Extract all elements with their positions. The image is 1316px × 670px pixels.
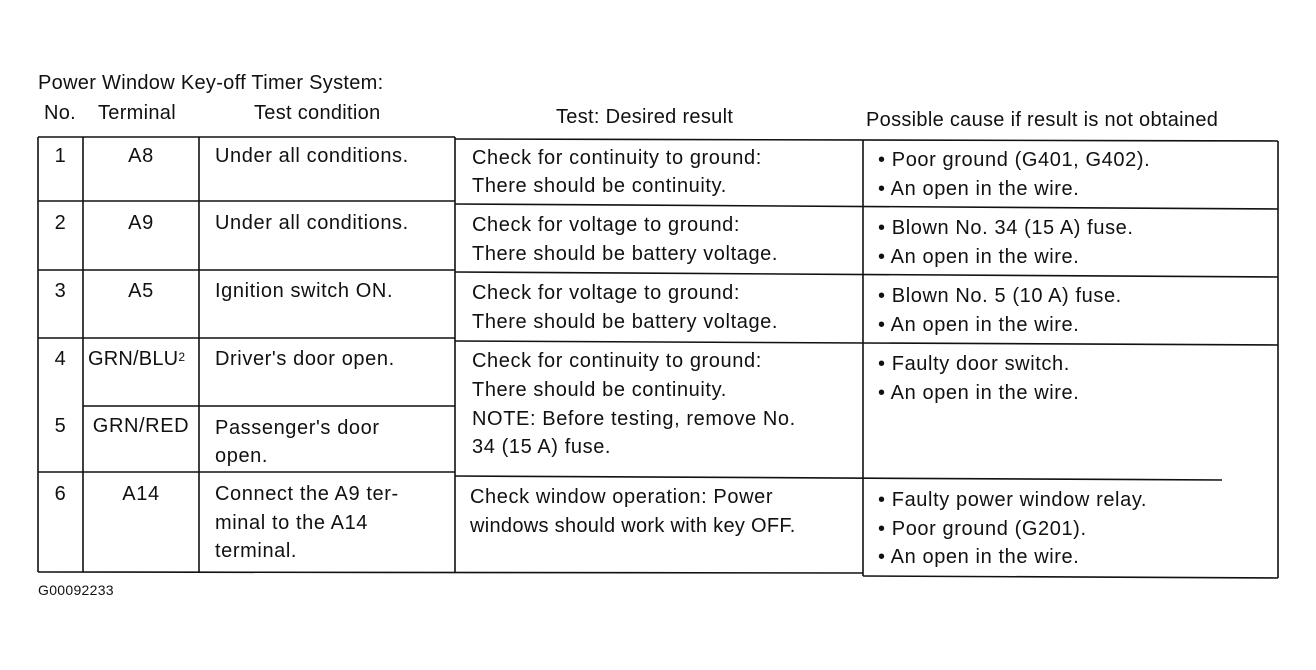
row-3-cause-line-1: • Blown No. 5 (10 A) fuse. [878, 285, 1122, 307]
row-5-condition-line-1: Passenger's door [215, 417, 380, 439]
row-5-condition-line-2: open. [215, 445, 269, 467]
row-6-cause-line-3: • An open in the wire. [878, 546, 1080, 568]
row-4-condition: Driver's door open. [215, 348, 395, 370]
row-3-terminal: A5 [128, 280, 154, 302]
row-6-terminal: A14 [122, 483, 160, 505]
row-6-result-line-2: windows should work with key OFF. [470, 515, 796, 537]
row-1-condition: Under all conditions. [215, 145, 409, 167]
row-6-condition-line-1: Connect the A9 ter- [215, 483, 399, 505]
rows-4-5-result-note-line-1: NOTE: Before testing, remove No. [472, 408, 796, 430]
header-terminal: Terminal [98, 102, 176, 124]
row-1-terminal: A8 [128, 145, 154, 167]
row-6-condition-line-3: terminal. [215, 540, 298, 562]
rows-4-5-result-line-1: Check for continuity to ground: [472, 350, 762, 372]
table-title: Power Window Key-off Timer System: [38, 72, 384, 94]
row-5-terminal: GRN/RED [92, 415, 190, 437]
row-3-result-line-2: There should be battery voltage. [472, 311, 779, 333]
row-4-no: 4 [54, 348, 67, 370]
row-3-condition: Ignition switch ON. [215, 280, 394, 302]
row-2-terminal: A9 [128, 212, 154, 234]
header-test-condition: Test condition [254, 102, 381, 124]
header-desired-result: Test: Desired result [556, 106, 734, 128]
row-6-no: 6 [54, 483, 67, 505]
header-possible-cause: Possible cause if result is not obtained [866, 109, 1219, 131]
row-5-no: 5 [54, 415, 67, 437]
row-1-no: 1 [54, 145, 67, 167]
rows-4-5-cause-line-1: • Faulty door switch. [878, 353, 1070, 375]
row-2-cause-line-1: • Blown No. 34 (15 A) fuse. [878, 217, 1134, 239]
row-2-no: 2 [54, 212, 67, 234]
row-6-condition-line-2: minal to the A14 [215, 512, 369, 534]
row-6-cause-line-1: • Faulty power window relay. [878, 489, 1148, 511]
row-4-terminal: GRN/BLU$^2$ [88, 348, 186, 370]
row-2-result-line-1: Check for voltage to ground: [472, 214, 741, 236]
figure-code: G00092233 [38, 582, 114, 598]
header-no: No. [44, 102, 77, 124]
row-1-cause-line-2: • An open in the wire. [878, 178, 1080, 200]
row-3-result-line-1: Check for voltage to ground: [472, 282, 741, 304]
row-2-result-line-2: There should be battery voltage. [472, 243, 779, 265]
row-1-result-line-2: There should be continuity. [472, 175, 727, 197]
row-6-result-line-1: Check window operation: Power [470, 486, 774, 508]
rows-4-5-result-note-line-2: 34 (15 A) fuse. [472, 436, 612, 458]
row-3-cause-line-2: • An open in the wire. [878, 314, 1080, 336]
rows-4-5-cause-line-2: • An open in the wire. [878, 382, 1080, 404]
row-6-cause-line-2: • Poor ground (G201). [878, 518, 1087, 540]
row-3-no: 3 [54, 280, 67, 302]
rows-4-5-result-line-2: There should be continuity. [472, 379, 727, 401]
row-1-result-line-1: Check for continuity to ground: [472, 147, 762, 169]
row-1-cause-line-1: • Poor ground (G401, G402). [878, 149, 1151, 171]
row-2-cause-line-2: • An open in the wire. [878, 246, 1080, 268]
row-2-condition: Under all conditions. [215, 212, 409, 234]
